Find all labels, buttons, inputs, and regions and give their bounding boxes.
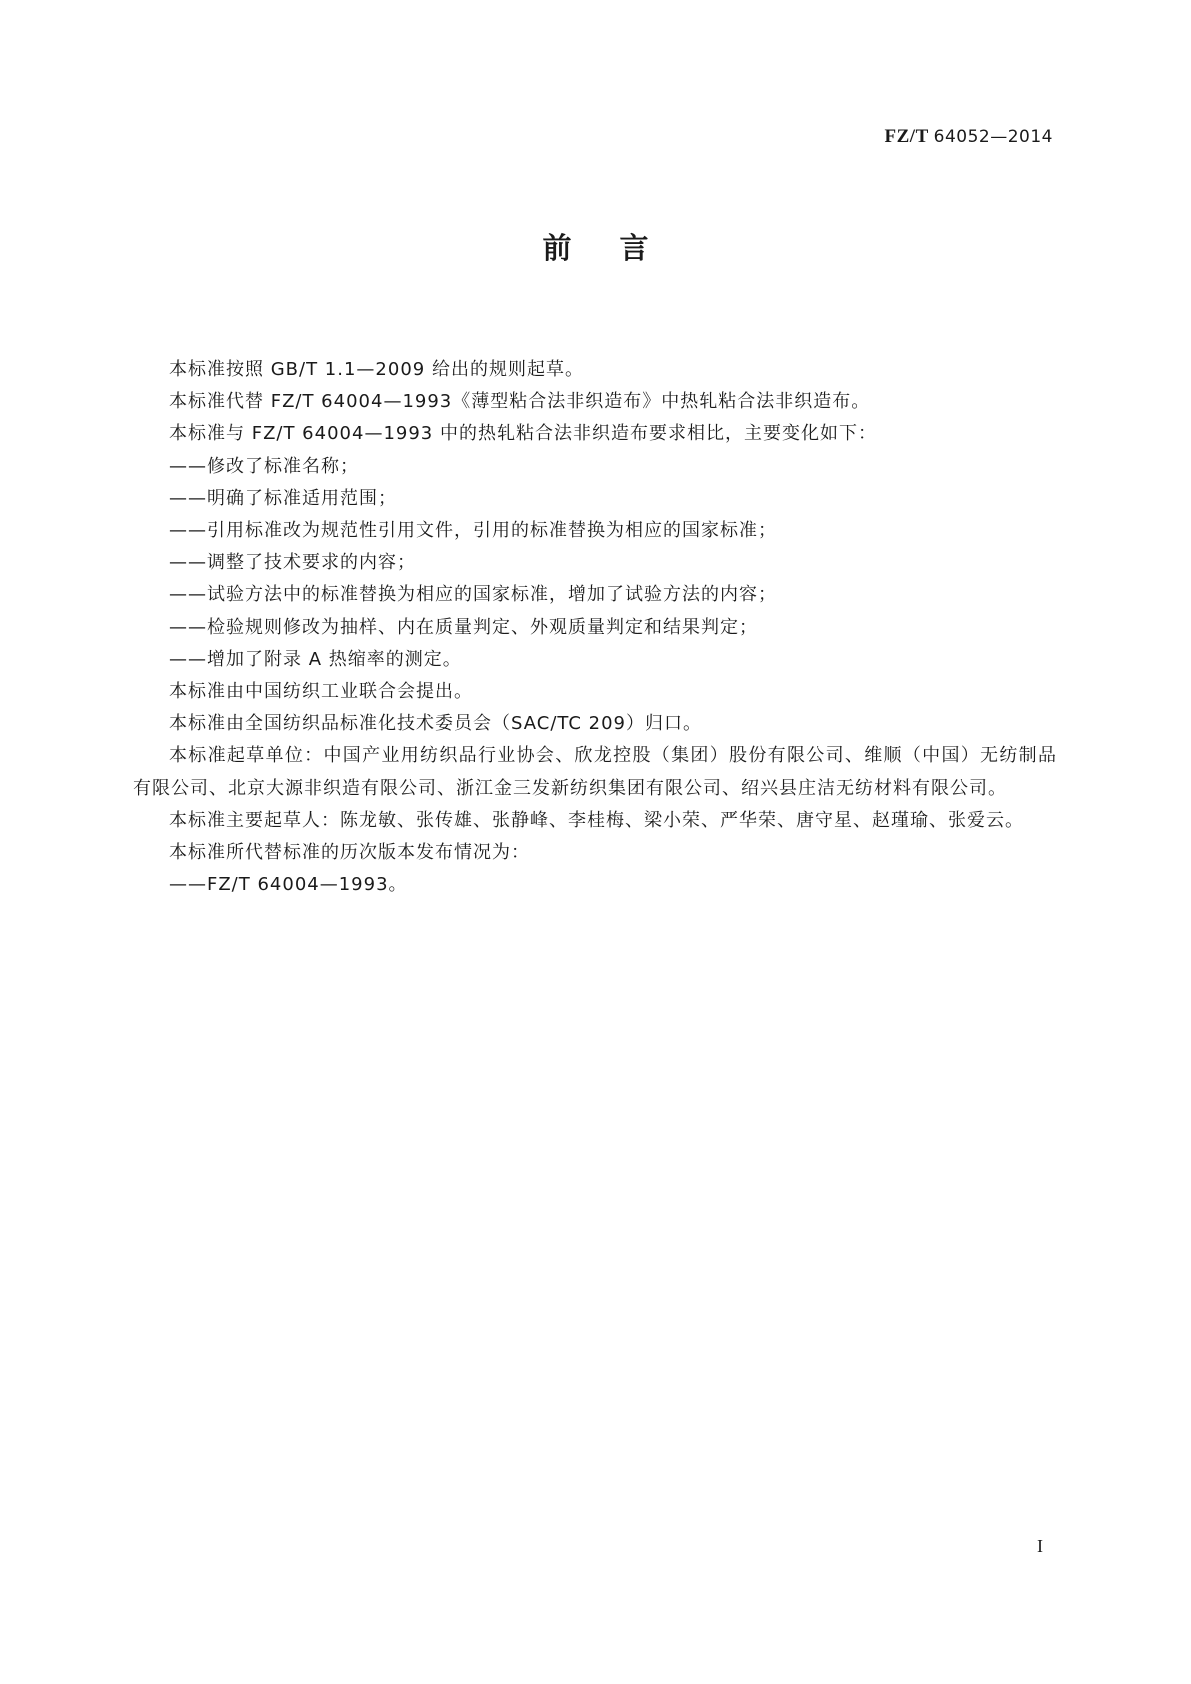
foreword-body [133, 354, 1057, 901]
paragraph: 本标准代替 FZ/T 64004—1993《薄型粘合法非织造布》中热轧粘合法非织造布。 [169, 391, 871, 413]
paragraph: 本标准由中国纺织工业联合会提出。 [169, 681, 473, 703]
paragraph: 本标准由全国纺织品标准化技术委员会（SAC/TC 209）归口。 [169, 713, 702, 735]
standard-code-number: 64052—2014 [933, 127, 1053, 147]
standard-code-prefix: FZ/T [884, 126, 929, 147]
paragraph: 本标准起草单位：中国产业用纺织品行业协会、欣龙控股（集团）股份有限公司、维顺（中国）无纺制品有限公司、北京大源非织造有限公司、浙江金三发新纺织集团有限公司、绍兴县庄洁无纺材料有限公司。 [133, 745, 1057, 799]
paragraph: 本标准与 FZ/T 64004—1993 中的热轧粘合法非织造布要求相比，主要变化如下： [169, 423, 877, 445]
list-item: ——FZ/T 64004—1993。 [169, 874, 408, 896]
list-item: ——试验方法中的标准替换为相应的国家标准，增加了试验方法的内容； [169, 584, 777, 606]
page-number: I [1037, 1536, 1043, 1556]
list-item: ——增加了附录 A 热缩率的测定。 [169, 648, 462, 670]
paragraph: 本标准所代替标准的历次版本发布情况为： [169, 842, 530, 864]
standard-code [885, 126, 1053, 148]
list-item: ——调整了技术要求的内容； [169, 552, 416, 574]
list-item: ——明确了标准适用范围； [169, 487, 397, 509]
list-item: ——检验规则修改为抽样、内在质量判定、外观质量判定和结果判定； [169, 616, 758, 638]
paragraph: 本标准主要起草人：陈龙敏、张传雄、张静峰、李桂梅、梁小荣、严华荣、唐守星、赵瑾瑜、张爱云。 [169, 809, 1024, 831]
list-item: ——引用标准改为规范性引用文件，引用的标准替换为相应的国家标准； [169, 520, 777, 542]
section-title: 前言 [542, 231, 697, 265]
list-item: ——修改了标准名称； [169, 455, 359, 477]
paragraph: 本标准按照 GB/T 1.1—2009 给出的规则起草。 [169, 359, 584, 380]
